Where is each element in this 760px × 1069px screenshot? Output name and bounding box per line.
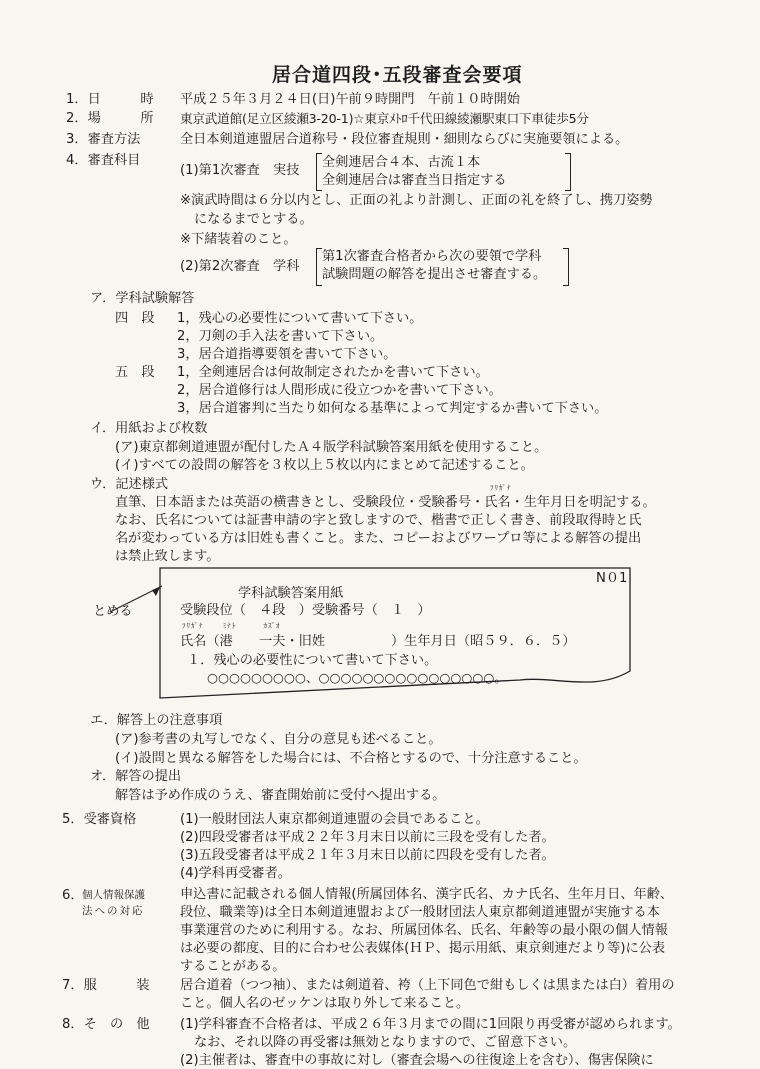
godan-q3: 3，居合道審判に当たり如何なる基準によって判定するか書いて下さい。 bbox=[177, 401, 608, 416]
second-exam-bracket-right bbox=[563, 248, 569, 286]
section-1-text: 平成２５年３月２４日(日)午前９時開門 午前１０時開始 bbox=[180, 92, 520, 107]
godan-q2: 2，居合道修行は人間形成に役立つかを書いて下さい。 bbox=[177, 383, 502, 398]
section-8-line-2: なお、それ以降の再受審は無効となりますので、ご留意下さい。 bbox=[194, 1035, 577, 1050]
e-line-2: (イ)設問と異なる解答をした場合には、不合格とするので、十分注意すること。 bbox=[115, 751, 587, 766]
section-6-number: 6． bbox=[62, 888, 84, 903]
form-name-line: 氏名（港 一夫・旧姓 ）生年月日（昭５９．６．５） bbox=[180, 634, 576, 649]
o-heading: オ．解答の提出 bbox=[90, 769, 182, 784]
form-title: 学科試験答案用紙 bbox=[238, 586, 344, 601]
u-line-3: 名が変わっている方は旧姓も書くこと。また、コピーおよびワープロ等による解答の提出 bbox=[115, 531, 642, 546]
u-furigana: ﾌﾘｶﾞﾅ bbox=[490, 484, 512, 492]
section-2-label: 2．場 所 bbox=[66, 111, 154, 126]
first-exam-bracket-right bbox=[565, 153, 571, 191]
section-6-line-1: 申込書に記載される個人情報(所属団体名、漢字氏名、カナ氏名、生年月日、年齢、 bbox=[180, 887, 674, 902]
section-2-text: 東京武道館(足立区綾瀬3-20-1)☆東京ﾒﾄﾛ千代田線綾瀬駅東口下車徒歩5分 bbox=[180, 111, 589, 126]
form-furigana-line: ﾌﾘｶﾞﾅ ﾐﾅﾄ ｶｽﾞｵ bbox=[182, 622, 281, 630]
section-5-line-1: (1)一般財団法人東京都剣道連盟の会員であること。 bbox=[180, 812, 489, 827]
section-6-label-2: 法への対応 bbox=[82, 905, 145, 917]
page-title: 居合道四段･五段審査会要項 bbox=[272, 64, 523, 86]
a-heading: ア．学科試験解答 bbox=[90, 291, 195, 306]
form-answer-circles: ○○○○○○○○○、○○○○○○○○○○○○○○○○。 bbox=[207, 670, 507, 685]
first-exam-label: (1)第1次審査 実技 bbox=[180, 163, 300, 178]
section-4-label: 4．審査科目 bbox=[66, 153, 141, 168]
form-number: N０1 bbox=[596, 571, 628, 586]
section-3-label: 3．審査方法 bbox=[66, 132, 141, 147]
yondan-label: 四 段 bbox=[115, 311, 155, 326]
u-line-4: は禁止致します。 bbox=[115, 549, 220, 564]
second-exam-item-2: 試験問題の解答を提出させ審査する。 bbox=[322, 267, 547, 282]
e-line-1: (ア)参考書の丸写しでなく、自分の意見も述べること。 bbox=[115, 732, 442, 747]
godan-label: 五 段 bbox=[115, 365, 155, 380]
godan-q1: 1，全剣連居合は何故制定されたかを書いて下さい。 bbox=[177, 365, 489, 380]
section-5-line-2: (2)四段受審者は平成２２年３月末日以前に三段を受有した者。 bbox=[180, 830, 555, 845]
section-5-line-3: (3)五段受審者は平成２１年３月末日以前に四段を受有した者。 bbox=[180, 848, 555, 863]
i-line-2: (イ)すべての設問の解答を３枚以上５枚以内にまとめて記述すること。 bbox=[115, 458, 534, 473]
u-line-2: なお、氏名については証書申請の字と致しますので、楷書で正しく書き、前段取得時と氏 bbox=[115, 513, 642, 528]
yondan-q1: 1，残心の必要性について書いて下さい。 bbox=[177, 311, 423, 326]
note-time-2: になるまでとする。 bbox=[194, 212, 313, 227]
section-3-text: 全日本剣道連盟居合道称号・段位審査規則・細則ならびに実施要領による。 bbox=[180, 132, 629, 147]
tomeru-label: とめる bbox=[93, 604, 133, 619]
e-heading: エ．解答上の注意事項 bbox=[90, 713, 223, 728]
section-1-label: 1．日 時 bbox=[66, 92, 154, 107]
section-6-line-5: することがある。 bbox=[180, 959, 286, 974]
section-6-line-4: は必要の都度、目的に合わせ公表媒体(ＨＰ、掲示用紙、東京剣連だより等)に公表 bbox=[180, 941, 666, 956]
o-line-1: 解答は予め作成のうえ、審査開始前に受付へ提出する。 bbox=[115, 788, 446, 803]
section-5-label: 5．受審資格 bbox=[62, 812, 137, 827]
section-8-label: 8．そ の 他 bbox=[62, 1017, 150, 1032]
yondan-q3: 3，居合道指導要領を書いて下さい。 bbox=[177, 347, 397, 362]
first-exam-item-1: 全剣連居合４本、古流１本 bbox=[322, 155, 481, 170]
yondan-q2: 2，刀剣の手入法を書いて下さい。 bbox=[177, 329, 384, 344]
section-8-line-1: (1)学科審査不合格者は、平成２６年３月までの間に1回限り再受審が認められます。 bbox=[180, 1017, 681, 1032]
section-6-line-3: 事業運営のために利用する。なお、所属団体名、氏名、年齢等の最小限の個人情報 bbox=[180, 923, 668, 938]
second-exam-item-1: 第1次審査合格者から次の要領で学科 bbox=[322, 249, 542, 264]
i-heading: イ．用紙および枚数 bbox=[90, 421, 208, 436]
first-exam-item-2: 全剣連居合は審査当日指定する bbox=[322, 173, 507, 188]
section-7-line-1: 居合道着（つつ袖）、または剣道着、袴（上下同色で紺もしくは黒または白）着用の bbox=[180, 978, 675, 993]
section-6-line-2: 段位、職業等)は全日本剣道連盟および一般財団法人東京都剣道連盟が実施する本 bbox=[180, 905, 660, 920]
section-8-line-3: (2)主催者は、審査中の事故に対し（審査会場への往復途上を含む）、傷害保険に bbox=[180, 1053, 654, 1068]
note-sageo: ※下緒装着のこと。 bbox=[180, 232, 297, 247]
section-5-line-4: (4)学科再受審者。 bbox=[180, 866, 291, 881]
form-question-line: １．残心の必要性について書いて下さい。 bbox=[187, 653, 438, 668]
section-7-label: 7．服 装 bbox=[62, 978, 150, 993]
second-exam-label: (2)第2次審査 学科 bbox=[180, 259, 300, 274]
u-heading: ウ．記述様式 bbox=[90, 477, 169, 492]
note-time-1: ※演武時間は６分以内とし、正面の礼より計測し、正面の礼を終了し、携刀姿勢 bbox=[180, 193, 653, 208]
section-6-label-1: 個人情報保護 bbox=[82, 889, 145, 901]
i-line-1: (ア)東京都剣道連盟が配付したＡ４版学科試験答案用紙を使用すること。 bbox=[115, 440, 548, 455]
u-line-1: 直筆、日本語または英語の横書きとし、受験段位・受験番号・氏名・生年月日を明記する。 bbox=[115, 495, 656, 510]
section-7-line-2: こと。個人名のゼッケンは取り外して来ること。 bbox=[180, 996, 470, 1011]
form-dan-line: 受験段位（ ４段 ）受験番号（ １ ） bbox=[180, 603, 431, 618]
